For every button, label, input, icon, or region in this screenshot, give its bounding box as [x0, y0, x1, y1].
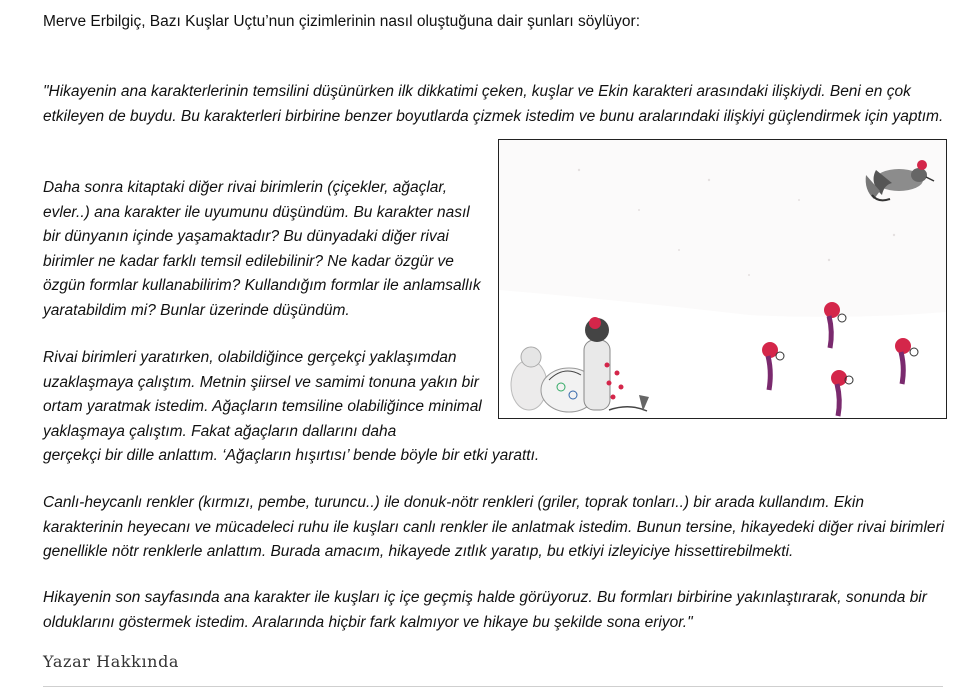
book-illustration — [498, 139, 947, 419]
quote-paragraph-2: Daha sonra kitaptaki diğer rivai birimlerin (çiçekler, ağaçlar, evler..) ana karakter ile uyumunu düşündüm. Bu karakter nasıl bir dünyanın içinde yaşamaktadır? Bu dünyadaki diğer rivai birimler ne kadar farklı temsil edilebilinir? Ne kadar özgür ve özgün formlar kullanabilirim? Kullandığım formlar ile anlamsallık yaratabildim mi? Bunlar üzerinde düşündüm. — [43, 179, 481, 319]
section-heading-author: Yazar Hakkında — [43, 652, 180, 671]
quote-paragraph-4: Canlı-heycanlı renkler (kırmızı, pembe, turuncu..) ile donuk-nötr renkleri (griler, toprak tonları..) bir arada kullandım. Ekin karakterinin heyecanı ve mücadeleci ruhu ile kuşları canlı renkler ile anlatmak istedim. Bunun tersine, hikayedeki diğer rivai birimleri genellikle nötr renklerle anlattım. Burada amacım, hikayede zıtlık yaratıp, bu etkiyi izleyiciye hissettirebilmekti. — [43, 494, 945, 560]
quote-paragraph-3: Rivai birimleri yaratırken, olabildiğince gerçekçi yaklaşımdan uzaklaşmaya çalıştım. Metnin şiirsel ve samimi tonuna yakın bir ortam yaratmak istedim. Ağaçların temsiline olabiliğince minimal yaklaşmaya çalıştım. Fakat ağaçların dallarını daha — [43, 349, 482, 440]
intro-text: Merve Erbilgiç, Bazı Kuşlar Uçtu’nun çizimlerinin nasıl oluştuğuna dair şunları söylüyor: — [43, 13, 641, 30]
quote-paragraph-1: "Hikayenin ana karakterlerinin temsilini düşünürken ilk dikkatimi çeken, kuşlar ve Ekin karakteri arasındaki ilişkiydi. Beni en çok etkileyen de buydu. Bu karakterleri birbirine benzer boyutlarda çizmek istedim ve bunu aralarındaki ilişkiyi güçlendirmek için yaptım. — [43, 83, 944, 125]
divider — [43, 686, 943, 687]
quote-paragraph-3-end: gerçekçi bir dille anlattım. ‘Ağaçların hışırtısı’ bende böyle bir etki yarattı. — [43, 447, 540, 464]
quote-paragraph-5: Hikayenin son sayfasında ana karakter ile kuşları iç içe geçmiş halde görüyoruz. Bu formları birbirine yakınlaştırarak, sonunda bir olduklarını göstermek istedim. Aralarında hiçbir fark kalmıyor ve hikaye bu şekilde sona eriyor." — [43, 589, 927, 631]
